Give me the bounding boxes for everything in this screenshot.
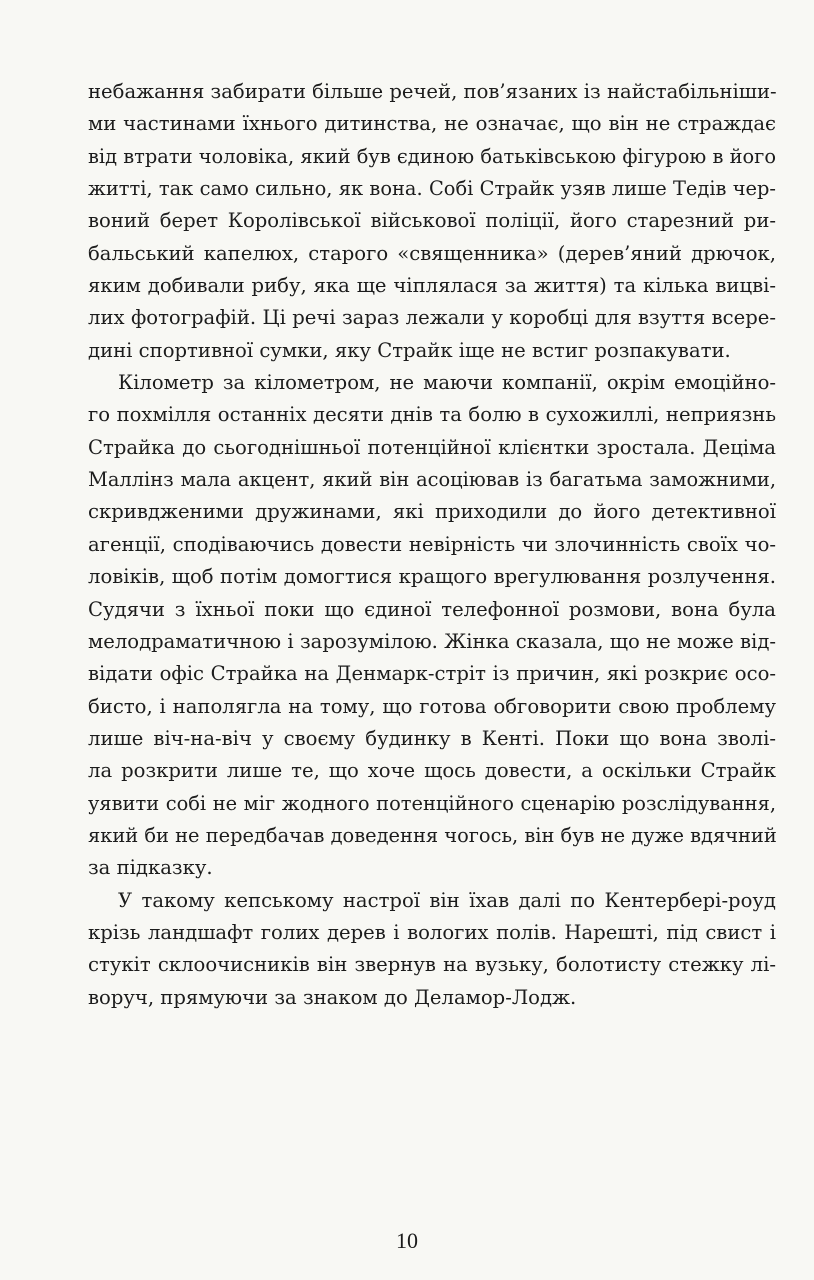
text-line: Маллінз мала акцент, який він асоціював із багатьма заможними, [88,468,776,492]
text-line: мелодраматичною і зарозумілою. Жінка сказала, що не може від- [88,629,776,653]
text-line: ловіків, щоб потім домогтися кращого врегулювання розлучення. [88,565,776,589]
text-line: уявити собі не міг жодного потенційного сценарію розслідування, [88,791,776,815]
text-line: яким добивали рибу, яка ще чіплялася за життя) та кілька вицві- [88,274,776,298]
paragraph-1 [88,76,776,367]
text-line: скривдженими дружинами, які приходили до його детективної [88,500,776,524]
paragraph-3 [88,885,776,1014]
text-line: ми частинами їхнього дитинства, не означає, що він не страждає [88,112,776,136]
text-line: за підказку. [88,856,213,880]
text-line: У такому кепському настрої він їхав далі по Кентербері-роуд [118,888,776,912]
text-line: лише віч-на-віч у своєму будинку в Кенті. Поки що вона зволі- [88,726,776,750]
text-line: житті, так само сильно, як вона. Собі Страйк узяв лише Тедів чер- [88,177,776,201]
text-line: Страйка до сьогоднішньої потенційної клієнтки зростала. Деціма [88,435,776,459]
text-line: крізь ландшафт голих дерев і вологих полів. Нарешті, під свист і [88,920,776,944]
text-line: бальський капелюх, старого «священника» (дерев’яний дрючок, [88,241,776,265]
text-line: стукіт склоочисників він звернув на вузьку, болотисту стежку лі- [88,953,776,977]
text-line: лих фотографій. Ці речі зараз лежали у коробці для взуття всере- [88,306,776,330]
text-line: го похмілля останніх десяти днів та болю в сухожиллі, неприязнь [88,403,776,427]
text-line: відати офіс Страйка на Денмарк-стріт із причин, які розкриє осо- [88,662,776,686]
paragraph-2 [88,367,776,885]
text-line: агенції, сподіваючись довести невірність чи злочинність своїх чо- [88,532,776,556]
text-line: Кілометр за кілометром, не маючи компанії, окрім емоційно- [118,371,776,395]
text-line: воний берет Королівської військової поліції, його старезний ри- [88,209,776,233]
text-line: воруч, прямуючи за знаком до Деламор-Лодж. [88,985,577,1009]
text-line: який би не передбачав доведення чогось, він був не дуже вдячний [88,823,777,847]
page-number: 10 [396,1228,418,1253]
text-line: від втрати чоловіка, який був єдиною батьківською фігурою в його [88,144,776,168]
text-line: ла розкрити лише те, що хоче щось довести, а оскільки Страйк [88,759,776,783]
text-line: Судячи з їхньої поки що єдиної телефонної розмови, вона була [88,597,776,621]
text-line: бисто, і наполягла на тому, що готова обговорити свою проблему [88,694,776,718]
text-line: небажання забирати більше речей, пов’язаних із найстабільніши- [88,80,777,103]
text-line: дині спортивної сумки, яку Страйк іще не встиг розпакувати. [88,338,731,362]
body-text [88,76,776,1014]
